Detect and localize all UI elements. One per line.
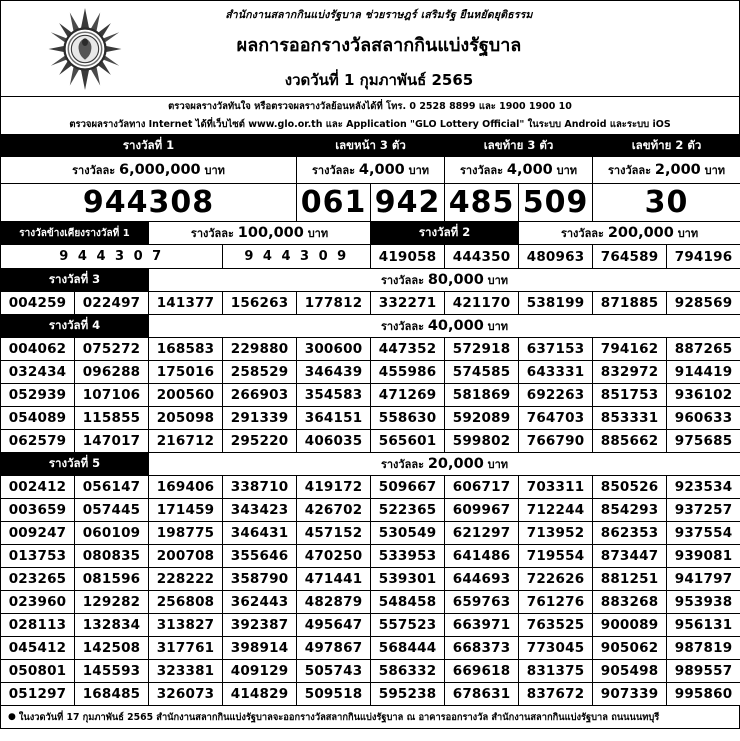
prize-number-cell: 641486 bbox=[445, 545, 519, 568]
prize4-body bbox=[1, 338, 740, 453]
footer-band bbox=[0, 706, 740, 729]
prize2-number-2: 444350 bbox=[445, 245, 519, 269]
last3-amount-prefix: รางวัลละ bbox=[460, 164, 504, 177]
prize-number-cell: 905498 bbox=[593, 660, 667, 683]
prize-number-cell: 354583 bbox=[297, 384, 371, 407]
prize-number-cell: 002412 bbox=[1, 476, 75, 499]
prize3-header: รางวัลที่ 3 bbox=[1, 269, 149, 292]
prize-number-cell: 599802 bbox=[445, 430, 519, 453]
prize5-header-row bbox=[1, 453, 740, 476]
prize3-amount-prefix: รางวัลละ bbox=[380, 274, 424, 287]
document-header bbox=[0, 0, 740, 97]
prize1-number: 944308 bbox=[1, 184, 297, 222]
prize-number-cell: 169406 bbox=[149, 476, 223, 499]
prize2-amount bbox=[519, 222, 740, 245]
prize-number-cell: 692263 bbox=[519, 384, 593, 407]
last3-amount-value: 4,000 bbox=[506, 162, 553, 178]
prize-number-cell: 606717 bbox=[445, 476, 519, 499]
table-row bbox=[1, 407, 740, 430]
last2-amount-prefix: รางวัลละ bbox=[608, 164, 652, 177]
glo-emblem-icon bbox=[47, 8, 123, 90]
table-row bbox=[1, 591, 740, 614]
prize-number-cell: 457152 bbox=[297, 522, 371, 545]
prize-number-cell: 766790 bbox=[519, 430, 593, 453]
prize-number-cell: 548458 bbox=[371, 591, 445, 614]
prize-number-cell: 853331 bbox=[593, 407, 667, 430]
prize-number-cell: 637153 bbox=[519, 338, 593, 361]
prize-number-cell: 175016 bbox=[149, 361, 223, 384]
prize-number-cell: 871885 bbox=[593, 292, 667, 315]
prize-number-cell: 609967 bbox=[445, 499, 519, 522]
front3-amount-value: 4,000 bbox=[358, 162, 405, 178]
prize-number-cell: 522365 bbox=[371, 499, 445, 522]
prize-number-cell: 003659 bbox=[1, 499, 75, 522]
results-table bbox=[0, 135, 740, 706]
top-amount-row bbox=[1, 157, 740, 184]
prize-number-cell: 317761 bbox=[149, 637, 223, 660]
prize-number-cell: 022497 bbox=[75, 292, 149, 315]
prize-number-cell: 398914 bbox=[223, 637, 297, 660]
prize-number-cell: 142508 bbox=[75, 637, 149, 660]
last2-amount bbox=[593, 157, 740, 184]
last3-number-2: 509 bbox=[519, 184, 593, 222]
prize-number-cell: 229880 bbox=[223, 338, 297, 361]
prize-number-cell: 873447 bbox=[593, 545, 667, 568]
table-row bbox=[1, 476, 740, 499]
prize-number-cell: 794162 bbox=[593, 338, 667, 361]
prize-number-cell: 343423 bbox=[223, 499, 297, 522]
prize-number-cell: 763525 bbox=[519, 614, 593, 637]
prize1-amount bbox=[1, 157, 297, 184]
prize-number-cell: 156263 bbox=[223, 292, 297, 315]
prize-number-cell: 539301 bbox=[371, 568, 445, 591]
prize5-amount-prefix: รางวัลละ bbox=[380, 458, 424, 471]
prize4-amount-suffix: บาท bbox=[487, 320, 509, 333]
prize-number-cell: 907339 bbox=[593, 683, 667, 706]
prize-number-cell: 581869 bbox=[445, 384, 519, 407]
table-row bbox=[1, 683, 740, 706]
prize-number-cell: 426702 bbox=[297, 499, 371, 522]
prize-number-cell: 764703 bbox=[519, 407, 593, 430]
table-row bbox=[1, 338, 740, 361]
prize-number-cell: 850526 bbox=[593, 476, 667, 499]
prize-number-cell: 659763 bbox=[445, 591, 519, 614]
prize-number-cell: 832972 bbox=[593, 361, 667, 384]
prize-number-cell: 447352 bbox=[371, 338, 445, 361]
adjacent-header: รางวัลข้างเคียงรางวัลที่ 1 bbox=[1, 222, 149, 245]
prize1-amount-prefix: รางวัลละ bbox=[72, 164, 116, 177]
prize-number-cell: 719554 bbox=[519, 545, 593, 568]
notice-band bbox=[0, 97, 740, 135]
prize-number-cell: 013753 bbox=[1, 545, 75, 568]
table-row bbox=[1, 614, 740, 637]
prize-number-cell: 023265 bbox=[1, 568, 75, 591]
prize-number-cell: 509667 bbox=[371, 476, 445, 499]
prize-number-cell: 644693 bbox=[445, 568, 519, 591]
last2-amount-suffix: บาท bbox=[704, 164, 726, 177]
prize-number-cell: 663971 bbox=[445, 614, 519, 637]
top-number-row bbox=[1, 184, 740, 222]
front3-amount-prefix: รางวัลละ bbox=[312, 164, 356, 177]
prize-number-cell: 505743 bbox=[297, 660, 371, 683]
prize2-number-5: 794196 bbox=[667, 245, 740, 269]
prize-number-cell: 936102 bbox=[667, 384, 740, 407]
prize5-header: รางวัลที่ 5 bbox=[1, 453, 149, 476]
last2-amount-value: 2,000 bbox=[654, 162, 701, 178]
prize-number-cell: 004062 bbox=[1, 338, 75, 361]
prize-number-cell: 168583 bbox=[149, 338, 223, 361]
prize-number-cell: 338710 bbox=[223, 476, 297, 499]
prize2-number-1: 419058 bbox=[371, 245, 445, 269]
prize-number-cell: 592089 bbox=[445, 407, 519, 430]
top-category-row bbox=[1, 136, 740, 157]
organization-slogan: สำนักงานสลากกินแบ่งรัฐบาล ช่วยราษฎร์ เสริมรัฐ ยืนหยัดยุติธรรม bbox=[225, 8, 533, 21]
prize-number-cell: 928569 bbox=[667, 292, 740, 315]
prize-number-cell: 414829 bbox=[223, 683, 297, 706]
prize-number-cell: 497867 bbox=[297, 637, 371, 660]
prize-number-cell: 939081 bbox=[667, 545, 740, 568]
prize2-number-4: 764589 bbox=[593, 245, 667, 269]
prize-number-cell: 062579 bbox=[1, 430, 75, 453]
prize-number-cell: 960633 bbox=[667, 407, 740, 430]
prize2-amount-value: 200,000 bbox=[607, 225, 674, 241]
prize2-number-3: 480963 bbox=[519, 245, 593, 269]
prize-number-cell: 051297 bbox=[1, 683, 75, 706]
prize1-amount-suffix: บาท bbox=[204, 164, 225, 177]
prize-number-cell: 129282 bbox=[75, 591, 149, 614]
adjacent-amount-prefix: รางวัลละ bbox=[190, 227, 234, 240]
prize-number-cell: 989557 bbox=[667, 660, 740, 683]
prize-number-cell: 080835 bbox=[75, 545, 149, 568]
prize-number-cell: 200708 bbox=[149, 545, 223, 568]
prize-number-cell: 669618 bbox=[445, 660, 519, 683]
prize-number-cell: 722626 bbox=[519, 568, 593, 591]
adjacent-prize2-header-row bbox=[1, 222, 740, 245]
prize-number-cell: 482879 bbox=[297, 591, 371, 614]
prize-number-cell: 621297 bbox=[445, 522, 519, 545]
prize-number-cell: 900089 bbox=[593, 614, 667, 637]
prize-number-cell: 419172 bbox=[297, 476, 371, 499]
adjacent-prize2-number-row bbox=[1, 245, 740, 269]
table-row bbox=[1, 660, 740, 683]
prize-number-cell: 081596 bbox=[75, 568, 149, 591]
adjacent-number-1: 9 4 4 3 0 7 bbox=[1, 245, 223, 269]
table-row bbox=[1, 292, 740, 315]
prize-number-cell: 364151 bbox=[297, 407, 371, 430]
front3-amount bbox=[297, 157, 445, 184]
prize3-header-row bbox=[1, 269, 740, 292]
prize3-body bbox=[1, 292, 740, 315]
last2-number: 30 bbox=[593, 184, 740, 222]
prize-number-cell: 050801 bbox=[1, 660, 75, 683]
notice-phone-line: ตรวจผลรางวัลทันใจ หรือตรวจผลรางวัลย้อนหลังได้ที่ โทร. 0 2528 8899 และ 1900 1900 10 bbox=[168, 101, 572, 112]
last2-header: เลขท้าย 2 ตัว bbox=[593, 136, 740, 157]
prize-number-cell: 326073 bbox=[149, 683, 223, 706]
prize-number-cell: 145593 bbox=[75, 660, 149, 683]
table-row bbox=[1, 637, 740, 660]
prize-number-cell: 075272 bbox=[75, 338, 149, 361]
prize-number-cell: 009247 bbox=[1, 522, 75, 545]
prize-number-cell: 533953 bbox=[371, 545, 445, 568]
prize-number-cell: 096288 bbox=[75, 361, 149, 384]
last3-amount-suffix: บาท bbox=[556, 164, 578, 177]
last3-amount bbox=[445, 157, 593, 184]
prize5-amount-value: 20,000 bbox=[427, 456, 484, 472]
table-row bbox=[1, 499, 740, 522]
prize-number-cell: 538199 bbox=[519, 292, 593, 315]
footer-note: ในงวดวันที่ 17 กุมภาพันธ์ 2565 สำนักงานสลากกินแบ่งรัฐบาลจะออกรางวัลสลากกินแบ่งรัฐบาล ณ อาคารออกรางวัล สำนักงานสลากกินแบ่งรัฐบาล ถนนนนทบุรี bbox=[18, 711, 660, 723]
prize-number-cell: 851753 bbox=[593, 384, 667, 407]
table-row bbox=[1, 545, 740, 568]
prize-number-cell: 132834 bbox=[75, 614, 149, 637]
prize-number-cell: 557523 bbox=[371, 614, 445, 637]
prize-number-cell: 558630 bbox=[371, 407, 445, 430]
prize4-amount-value: 40,000 bbox=[427, 318, 484, 334]
prize-number-cell: 712244 bbox=[519, 499, 593, 522]
prize-number-cell: 332271 bbox=[371, 292, 445, 315]
prize-number-cell: 115855 bbox=[75, 407, 149, 430]
front3-number-2: 942 bbox=[371, 184, 445, 222]
prize2-amount-suffix: บาท bbox=[677, 227, 699, 240]
prize-number-cell: 837672 bbox=[519, 683, 593, 706]
prize-number-cell: 565601 bbox=[371, 430, 445, 453]
logo-cell bbox=[1, 1, 169, 96]
front3-amount-suffix: บาท bbox=[408, 164, 430, 177]
prize2-amount-prefix: รางวัลละ bbox=[560, 227, 604, 240]
prize-number-cell: 495647 bbox=[297, 614, 371, 637]
prize-number-cell: 256808 bbox=[149, 591, 223, 614]
prize-number-cell: 668373 bbox=[445, 637, 519, 660]
table-row bbox=[1, 430, 740, 453]
prize-number-cell: 346431 bbox=[223, 522, 297, 545]
prize-number-cell: 975685 bbox=[667, 430, 740, 453]
prize-number-cell: 258529 bbox=[223, 361, 297, 384]
table-row bbox=[1, 384, 740, 407]
prize-number-cell: 761276 bbox=[519, 591, 593, 614]
table-row bbox=[1, 522, 740, 545]
notice-internet-line: ตรวจผลรางวัลทาง Internet ได้ที่เว็บไซต์ www.glo.or.th และ Application "GLO Lottery Official" ในระบบ Android และระบบ iOS bbox=[69, 119, 671, 130]
prize3-amount bbox=[149, 269, 740, 292]
prize-number-cell: 216712 bbox=[149, 430, 223, 453]
adjacent-amount-value: 100,000 bbox=[237, 225, 304, 241]
prize-number-cell: 052939 bbox=[1, 384, 75, 407]
prize-number-cell: 023960 bbox=[1, 591, 75, 614]
prize-number-cell: 057445 bbox=[75, 499, 149, 522]
prize-number-cell: 045412 bbox=[1, 637, 75, 660]
page-title: ผลการออกรางวัลสลากกินแบ่งรัฐบาล bbox=[236, 34, 522, 56]
prize-number-cell: 147017 bbox=[75, 430, 149, 453]
prize1-header: รางวัลที่ 1 bbox=[1, 136, 297, 157]
prize-number-cell: 854293 bbox=[593, 499, 667, 522]
prize-number-cell: 171459 bbox=[149, 499, 223, 522]
prize-number-cell: 572918 bbox=[445, 338, 519, 361]
prize-number-cell: 409129 bbox=[223, 660, 297, 683]
prize-number-cell: 028113 bbox=[1, 614, 75, 637]
prize5-amount bbox=[149, 453, 740, 476]
prize-number-cell: 355646 bbox=[223, 545, 297, 568]
prize-number-cell: 406035 bbox=[297, 430, 371, 453]
prize-number-cell: 595238 bbox=[371, 683, 445, 706]
prize-number-cell: 703311 bbox=[519, 476, 593, 499]
prize-number-cell: 773045 bbox=[519, 637, 593, 660]
prize-number-cell: 362443 bbox=[223, 591, 297, 614]
prize-number-cell: 887265 bbox=[667, 338, 740, 361]
prize-number-cell: 266903 bbox=[223, 384, 297, 407]
prize-number-cell: 995860 bbox=[667, 683, 740, 706]
prize-number-cell: 956131 bbox=[667, 614, 740, 637]
prize-number-cell: 421170 bbox=[445, 292, 519, 315]
front3-header: เลขหน้า 3 ตัว bbox=[297, 136, 445, 157]
last3-header: เลขท้าย 3 ตัว bbox=[445, 136, 593, 157]
prize-number-cell: 455986 bbox=[371, 361, 445, 384]
prize-number-cell: 205098 bbox=[149, 407, 223, 430]
prize-number-cell: 358790 bbox=[223, 568, 297, 591]
prize4-amount-prefix: รางวัลละ bbox=[380, 320, 424, 333]
front3-number-1: 061 bbox=[297, 184, 371, 222]
prize-number-cell: 471441 bbox=[297, 568, 371, 591]
prize-number-cell: 346439 bbox=[297, 361, 371, 384]
adjacent-amount bbox=[149, 222, 371, 245]
prize-number-cell: 054089 bbox=[1, 407, 75, 430]
prize-number-cell: 141377 bbox=[149, 292, 223, 315]
prize4-header-row bbox=[1, 315, 740, 338]
prize-number-cell: 862353 bbox=[593, 522, 667, 545]
prize-number-cell: 987819 bbox=[667, 637, 740, 660]
prize-number-cell: 568444 bbox=[371, 637, 445, 660]
prize-number-cell: 530549 bbox=[371, 522, 445, 545]
prize-number-cell: 313827 bbox=[149, 614, 223, 637]
prize-number-cell: 228222 bbox=[149, 568, 223, 591]
prize-number-cell: 885662 bbox=[593, 430, 667, 453]
prize-number-cell: 923534 bbox=[667, 476, 740, 499]
prize-number-cell: 509518 bbox=[297, 683, 371, 706]
prize-number-cell: 713952 bbox=[519, 522, 593, 545]
prize-number-cell: 295220 bbox=[223, 430, 297, 453]
adjacent-number-2: 9 4 4 3 0 9 bbox=[223, 245, 371, 269]
prize-number-cell: 060109 bbox=[75, 522, 149, 545]
prize-number-cell: 905062 bbox=[593, 637, 667, 660]
prize-number-cell: 574585 bbox=[445, 361, 519, 384]
prize-number-cell: 586332 bbox=[371, 660, 445, 683]
prize-number-cell: 678631 bbox=[445, 683, 519, 706]
prize-number-cell: 941797 bbox=[667, 568, 740, 591]
prize1-amount-value: 6,000,000 bbox=[119, 162, 201, 178]
prize-number-cell: 032434 bbox=[1, 361, 75, 384]
prize-number-cell: 937257 bbox=[667, 499, 740, 522]
prize-number-cell: 291339 bbox=[223, 407, 297, 430]
prize5-amount-suffix: บาท bbox=[487, 458, 509, 471]
prize3-amount-suffix: บาท bbox=[487, 274, 509, 287]
prize3-amount-value: 80,000 bbox=[427, 272, 484, 288]
prize-number-cell: 300600 bbox=[297, 338, 371, 361]
prize-number-cell: 881251 bbox=[593, 568, 667, 591]
prize-number-cell: 914419 bbox=[667, 361, 740, 384]
bullet-icon: ● bbox=[8, 712, 16, 722]
draw-date: งวดวันที่ 1 กุมภาพันธ์ 2565 bbox=[284, 70, 474, 89]
prize-number-cell: 471269 bbox=[371, 384, 445, 407]
prize-number-cell: 056147 bbox=[75, 476, 149, 499]
prize-number-cell: 953938 bbox=[667, 591, 740, 614]
prize-number-cell: 392387 bbox=[223, 614, 297, 637]
prize-number-cell: 004259 bbox=[1, 292, 75, 315]
prize4-amount bbox=[149, 315, 740, 338]
header-text-block bbox=[169, 1, 739, 96]
prize-number-cell: 643331 bbox=[519, 361, 593, 384]
prize-number-cell: 168485 bbox=[75, 683, 149, 706]
prize-number-cell: 831375 bbox=[519, 660, 593, 683]
last3-number-1: 485 bbox=[445, 184, 519, 222]
table-row bbox=[1, 568, 740, 591]
prize-number-cell: 937554 bbox=[667, 522, 740, 545]
prize5-body bbox=[1, 476, 740, 706]
adjacent-amount-suffix: บาท bbox=[307, 227, 329, 240]
prize-number-cell: 323381 bbox=[149, 660, 223, 683]
prize4-header: รางวัลที่ 4 bbox=[1, 315, 149, 338]
prize-number-cell: 198775 bbox=[149, 522, 223, 545]
prize-number-cell: 177812 bbox=[297, 292, 371, 315]
prize-number-cell: 200560 bbox=[149, 384, 223, 407]
prize2-header: รางวัลที่ 2 bbox=[371, 222, 519, 245]
prize-number-cell: 883268 bbox=[593, 591, 667, 614]
prize-number-cell: 470250 bbox=[297, 545, 371, 568]
table-row bbox=[1, 361, 740, 384]
prize-number-cell: 107106 bbox=[75, 384, 149, 407]
